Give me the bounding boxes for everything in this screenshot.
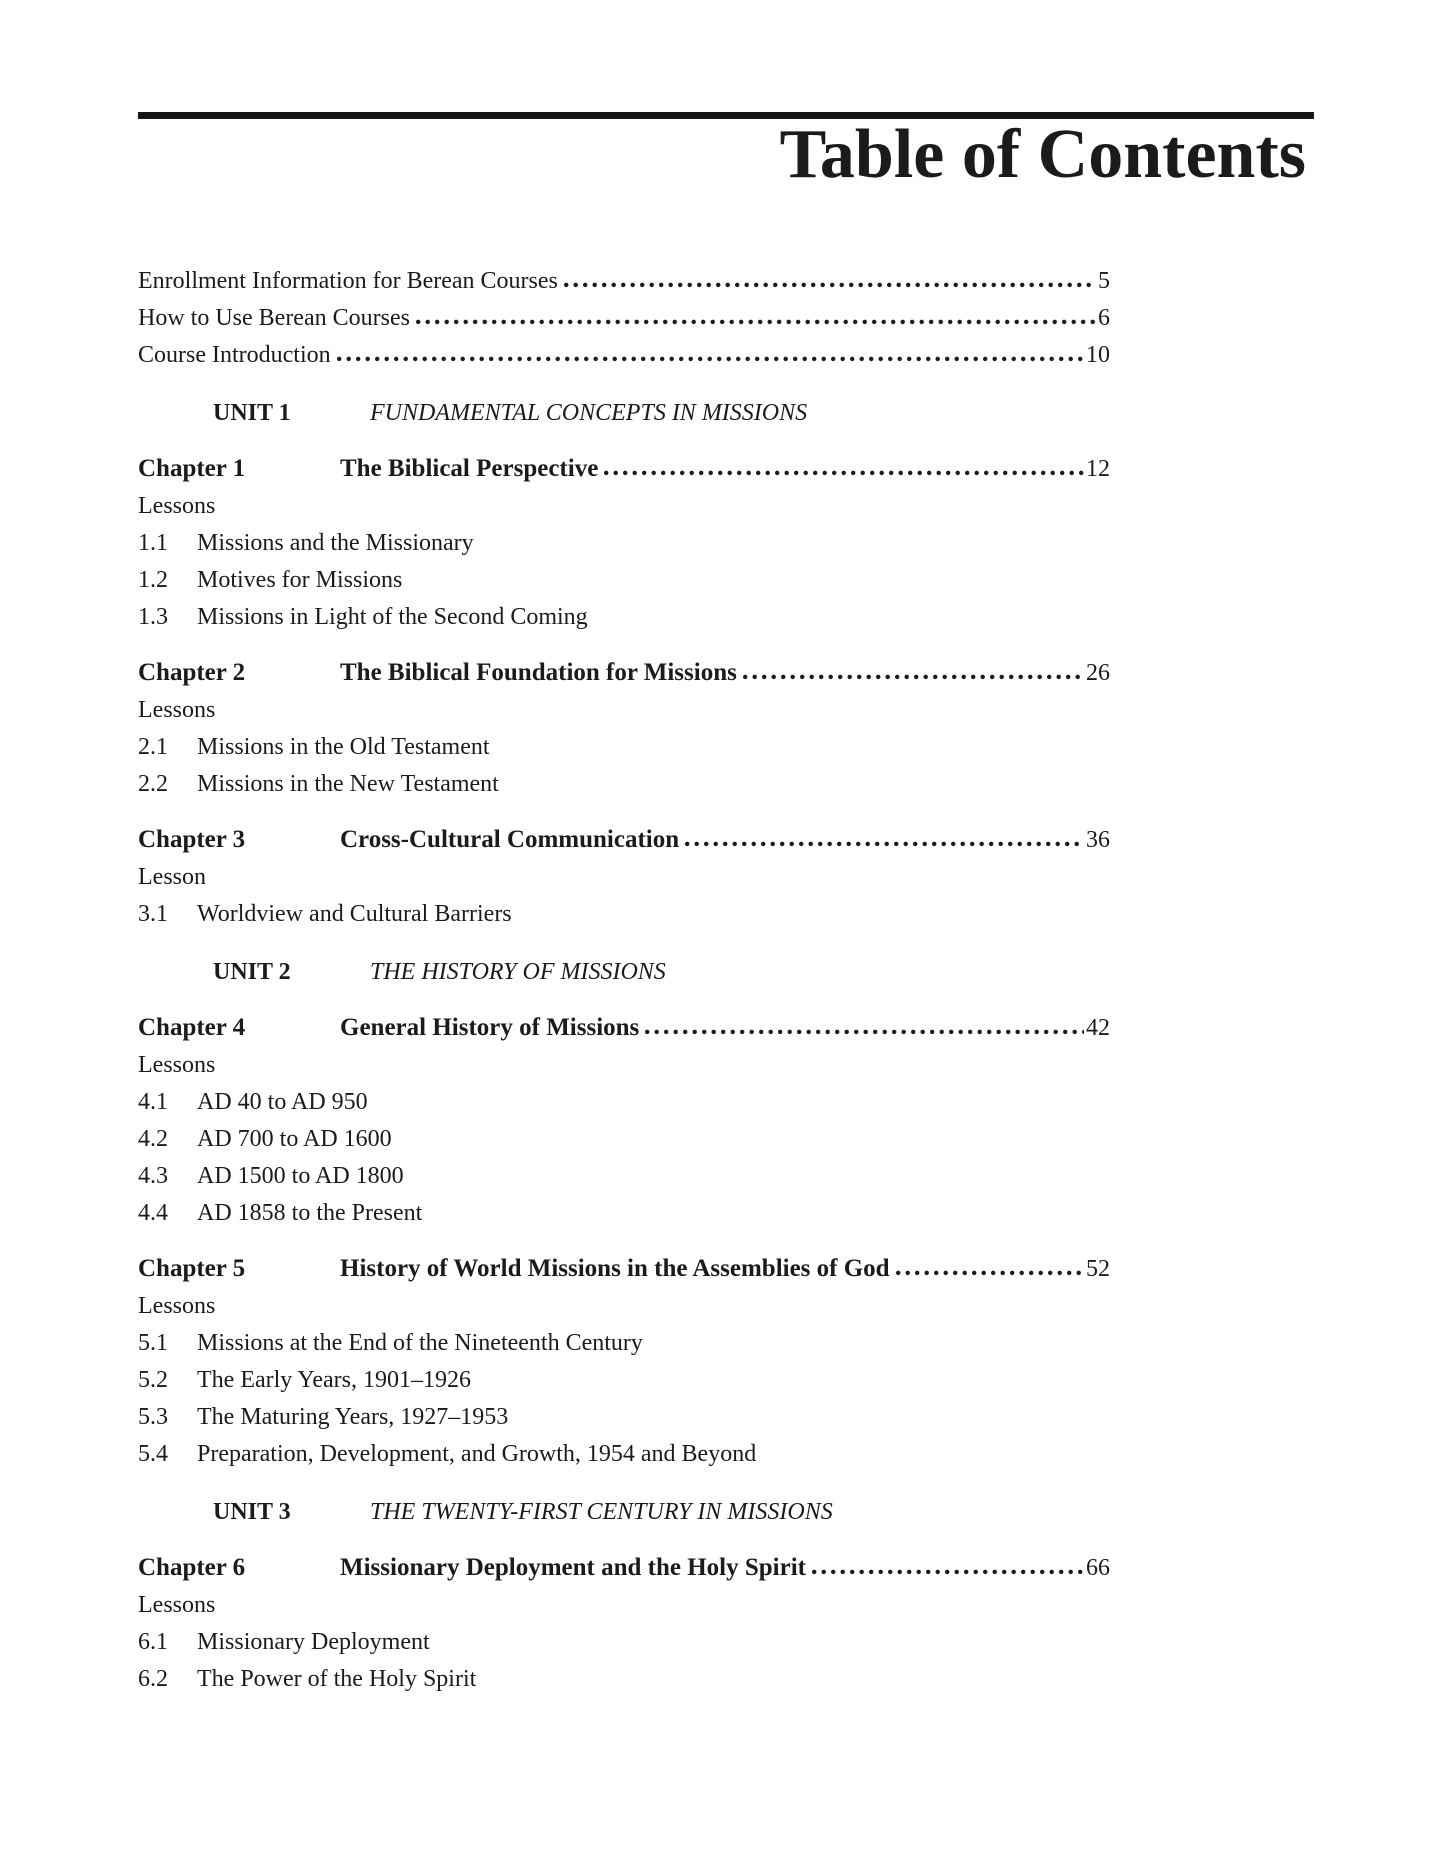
lesson-title: AD 700 to AD 1600 xyxy=(197,1126,392,1152)
chapter-title: General History of Missions xyxy=(340,1014,640,1041)
lesson-entry xyxy=(138,729,1110,766)
dot-leader xyxy=(896,1270,1084,1276)
chapter-label: Chapter 5 xyxy=(138,1255,246,1282)
lesson-entry xyxy=(138,1325,1110,1362)
entry-label: How to Use Berean Courses xyxy=(138,305,410,331)
lesson-number: 4.3 xyxy=(138,1163,168,1189)
chapter-entry xyxy=(138,450,1110,488)
lessons-heading: Lessons xyxy=(138,493,216,519)
chapter-entry xyxy=(138,1009,1110,1047)
lesson-title: Motives for Missions xyxy=(197,567,403,593)
dot-leader xyxy=(645,1029,1084,1035)
lesson-number: 4.2 xyxy=(138,1126,168,1152)
lesson-entry xyxy=(138,562,1110,599)
unit-title: FUNDAMENTAL CONCEPTS IN MISSIONS xyxy=(370,400,808,426)
chapter-label: Chapter 6 xyxy=(138,1554,246,1581)
lesson-number: 2.1 xyxy=(138,734,168,760)
page-title: Table of Contents xyxy=(779,116,1306,193)
lesson-number: 1.3 xyxy=(138,604,168,630)
lesson-number: 1.2 xyxy=(138,567,168,593)
toc-list xyxy=(138,263,1110,1698)
unit-label: UNIT 1 xyxy=(213,400,291,426)
lesson-number: 5.2 xyxy=(138,1367,168,1393)
lesson-number: 5.1 xyxy=(138,1330,168,1356)
lesson-title: The Power of the Holy Spirit xyxy=(197,1666,477,1692)
lesson-entry xyxy=(138,1362,1110,1399)
lesson-title: Missions in the New Testament xyxy=(197,771,499,797)
chapter-label: Chapter 1 xyxy=(138,455,246,482)
dot-leader xyxy=(812,1569,1084,1575)
lessons-heading: Lessons xyxy=(138,1052,216,1078)
lesson-entry xyxy=(138,1661,1110,1698)
lesson-number: 6.1 xyxy=(138,1629,168,1655)
chapter-entry xyxy=(138,821,1110,859)
unit-label: UNIT 2 xyxy=(213,959,291,985)
lesson-title: Missions in the Old Testament xyxy=(197,734,490,760)
lesson-title: Missions and the Missionary xyxy=(197,530,474,556)
dot-leader xyxy=(416,319,1096,325)
dot-leader xyxy=(604,470,1084,476)
lesson-title: Preparation, Development, and Growth, 1954 and Beyond xyxy=(197,1441,757,1467)
page-number: 36 xyxy=(1086,827,1110,853)
lesson-entry xyxy=(138,1399,1110,1436)
lesson-entry xyxy=(138,1158,1110,1195)
unit-heading xyxy=(138,1494,1110,1531)
lesson-number: 1.1 xyxy=(138,530,168,556)
chapter-title: Cross-Cultural Communication xyxy=(340,826,680,853)
page-number: 66 xyxy=(1086,1555,1110,1581)
chapter-entry xyxy=(138,1250,1110,1288)
lesson-title: Missions at the End of the Nineteenth Century xyxy=(197,1330,643,1356)
entry-label: Course Introduction xyxy=(138,342,331,368)
lesson-entry xyxy=(138,1121,1110,1158)
lesson-entry xyxy=(138,1624,1110,1661)
lesson-entry xyxy=(138,525,1110,562)
lessons-heading: Lesson xyxy=(138,864,206,890)
lesson-title: AD 1500 to AD 1800 xyxy=(197,1163,404,1189)
page-number: 26 xyxy=(1086,660,1110,686)
lesson-entry xyxy=(138,896,1110,933)
lesson-entry xyxy=(138,599,1110,636)
lesson-title: AD 1858 to the Present xyxy=(197,1200,423,1226)
page-number: 10 xyxy=(1086,342,1110,368)
entry-label: Enrollment Information for Berean Courses xyxy=(138,268,558,294)
lessons-heading: Lessons xyxy=(138,697,216,723)
chapter-title: The Biblical Perspective xyxy=(340,455,599,482)
front-matter-entry xyxy=(138,300,1110,337)
lesson-number: 5.4 xyxy=(138,1441,168,1467)
page-number: 52 xyxy=(1086,1256,1110,1282)
lesson-entry xyxy=(138,1195,1110,1232)
unit-label: UNIT 3 xyxy=(213,1499,291,1525)
lessons-heading: Lessons xyxy=(138,1293,216,1319)
lesson-title: Missions in Light of the Second Coming xyxy=(197,604,588,630)
chapter-label: Chapter 4 xyxy=(138,1014,246,1041)
lesson-number: 5.3 xyxy=(138,1404,168,1430)
page-number: 42 xyxy=(1086,1015,1110,1041)
lesson-title: AD 40 to AD 950 xyxy=(197,1089,368,1115)
chapter-label: Chapter 3 xyxy=(138,826,246,853)
chapter-entry xyxy=(138,1549,1110,1587)
unit-title: THE HISTORY OF MISSIONS xyxy=(370,959,666,985)
lesson-number: 4.4 xyxy=(138,1200,168,1226)
dot-leader xyxy=(743,674,1084,680)
lesson-number: 2.2 xyxy=(138,771,168,797)
dot-leader xyxy=(685,841,1084,847)
lesson-number: 6.2 xyxy=(138,1666,168,1692)
dot-leader xyxy=(337,356,1084,362)
lesson-entry xyxy=(138,1436,1110,1473)
unit-heading xyxy=(138,954,1110,991)
page-number: 6 xyxy=(1098,305,1110,331)
lessons-heading: Lessons xyxy=(138,1592,216,1618)
page-number: 5 xyxy=(1098,268,1110,294)
lesson-title: The Early Years, 1901–1926 xyxy=(197,1367,471,1393)
lesson-title: Missionary Deployment xyxy=(197,1629,430,1655)
lesson-title: Worldview and Cultural Barriers xyxy=(197,901,512,927)
unit-heading xyxy=(138,395,1110,432)
lesson-number: 3.1 xyxy=(138,901,168,927)
page-number: 12 xyxy=(1086,456,1110,482)
chapter-title: History of World Missions in the Assemblies of God xyxy=(340,1255,890,1282)
lesson-entry xyxy=(138,1084,1110,1121)
lesson-number: 4.1 xyxy=(138,1089,168,1115)
front-matter-entry xyxy=(138,337,1110,374)
lesson-entry xyxy=(138,766,1110,803)
lesson-title: The Maturing Years, 1927–1953 xyxy=(197,1404,509,1430)
dot-leader xyxy=(564,282,1096,288)
chapter-title: Missionary Deployment and the Holy Spirit xyxy=(340,1554,806,1581)
chapter-label: Chapter 2 xyxy=(138,659,246,686)
chapter-entry xyxy=(138,654,1110,692)
unit-title: THE TWENTY-FIRST CENTURY IN MISSIONS xyxy=(370,1499,833,1525)
chapter-title: The Biblical Foundation for Missions xyxy=(340,659,737,686)
front-matter-entry xyxy=(138,263,1110,300)
